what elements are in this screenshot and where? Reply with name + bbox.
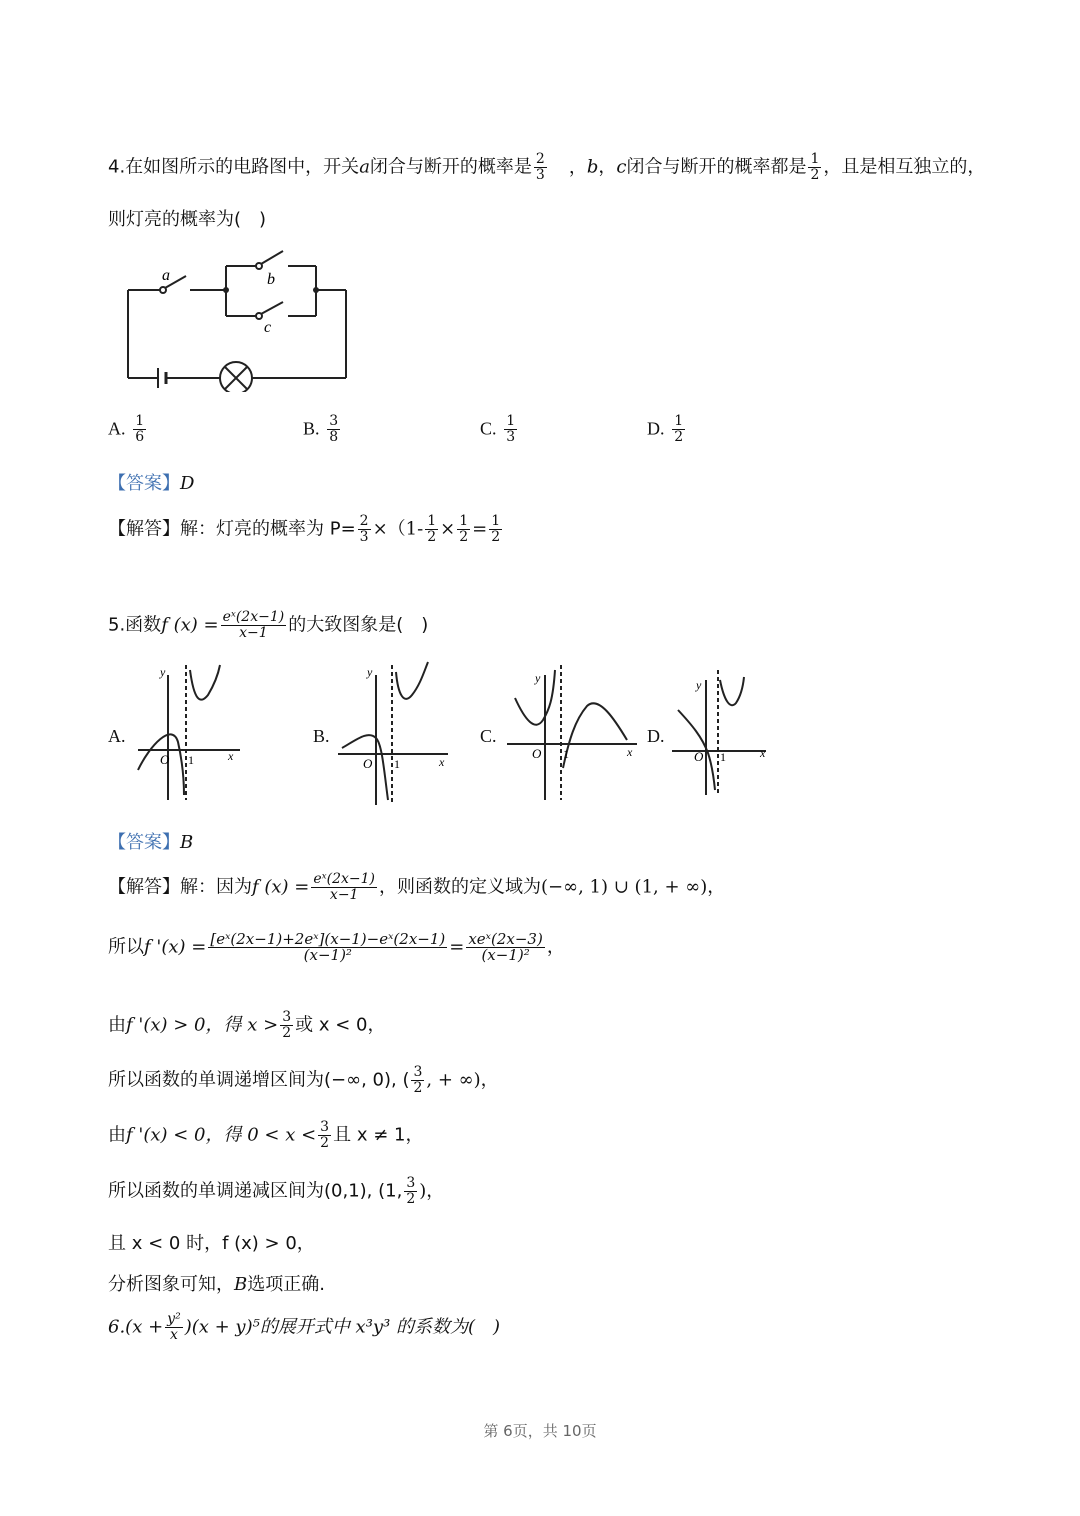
prob-bc-fraction: $\frac{1}{2}$ (810, 151, 820, 183)
q5-graph-b (336, 660, 451, 810)
prob-a-fraction: $\frac{2}{3}$ (535, 151, 545, 183)
q4-option-a: A. $\frac{1}{6}$ (108, 413, 145, 445)
q4-option-c: C. $\frac{1}{3}$ (480, 413, 516, 445)
svg-text:x: x (439, 755, 445, 769)
svg-text:O: O (694, 749, 704, 764)
svg-text:O: O (532, 746, 542, 761)
svg-text:y: y (696, 678, 702, 692)
q4-solution: 【解答】解：灯亮的概率为 P= $\frac{2}{3}$ ×（1- $\frac{1}{2}$ × $\frac{1}{2}$ = $\frac{1}{2}$ (108, 513, 501, 545)
q4-option-d: D. $\frac{1}{2}$ (647, 413, 684, 445)
q5-answer: 【答案】B (108, 832, 194, 853)
svg-text:y: y (535, 671, 541, 685)
svg-text:1: 1 (188, 753, 194, 767)
q5-solution-line2: 所以f '(x) = $\frac{\text{[eˣ(2x−1)+2eˣ](x−1)−eˣ(2x−1)}}{\text{(x−1)²}}$ = $\frac{\text{xeˣ(2x−3)}}{\text{(x−1)²}}$ ， (108, 930, 565, 964)
svg-text:x: x (627, 745, 633, 759)
svg-text:x: x (760, 746, 766, 760)
q5-option-a-label: A. (108, 726, 126, 746)
q6-stem: 6.(x + $\frac{\text{y²}}{x}$ )(x + y)⁵的展开式中 x³y³ 的系数为( ) (108, 1311, 501, 1343)
switch-c-label: c (264, 319, 272, 336)
q5-solution-line7: 且 x < 0 时，f (x) > 0， (108, 1233, 315, 1254)
svg-text:x: x (228, 749, 234, 763)
q5-solution-line1: 【解答】解：因为f (x) = $\frac{\text{eˣ(2x−1)}}{x-1}$ ，则函数的定义域为(−∞, 1) ∪ (1, + ∞)， (108, 871, 726, 903)
svg-text:O: O (363, 756, 373, 771)
q5-solution-line4: 所以函数的单调递增区间为(−∞, 0), ( $\frac{3}{2}$ , + ∞)， (108, 1064, 499, 1096)
q5-stem: 5.函数f (x) = $\frac{\text{eˣ(2x−1)}}{x-1}$ 的大致图象是( ) (108, 609, 429, 641)
page-footer: 第 6页，共 10页 (483, 1422, 597, 1440)
svg-text:y: y (160, 665, 166, 679)
switch-b-label: b (267, 271, 275, 288)
q5-solution-line5: 由f '(x) < 0，得 0 < x < $\frac{3}{2}$ 且 x ≠ 1， (108, 1119, 424, 1151)
svg-text:1: 1 (394, 757, 400, 771)
q5-graph-d (668, 665, 773, 800)
q4-line2: 则灯亮的概率为( ) (108, 209, 267, 230)
q4-answer: 【答案】D (108, 473, 195, 494)
q5-solution-line3: 由f '(x) > 0，得 x > $\frac{3}{2}$ 或 x < 0， (108, 1009, 386, 1041)
q5-graph-a (130, 660, 245, 805)
q5-graph-c (503, 660, 643, 805)
svg-text:1: 1 (720, 750, 726, 764)
q5-option-b-label: B. (313, 726, 330, 746)
svg-text:1: 1 (563, 747, 569, 761)
svg-text:O: O (160, 752, 170, 767)
var-a: a (359, 156, 370, 178)
q5-solution-line6: 所以函数的单调递减区间为(0,1), (1, $\frac{3}{2}$ )， (108, 1175, 445, 1207)
switch-a-label: a (162, 267, 170, 284)
circuit-diagram (118, 240, 358, 392)
q4-line1: 4.在如图所示的电路图中，开关a闭合与断开的概率是 $\frac{2}{3}$ ，b，c闭合与断开的概率都是 $\frac{1}{2}$ ，且是相互独立的， (108, 151, 986, 183)
q4-option-b: B. $\frac{3}{8}$ (303, 413, 339, 445)
q5-solution-line8: 分析图象可知，B选项正确. (108, 1274, 325, 1295)
q5-option-c-label: C. (480, 726, 497, 746)
svg-text:y: y (367, 665, 373, 679)
q5-option-d-label: D. (647, 726, 665, 746)
